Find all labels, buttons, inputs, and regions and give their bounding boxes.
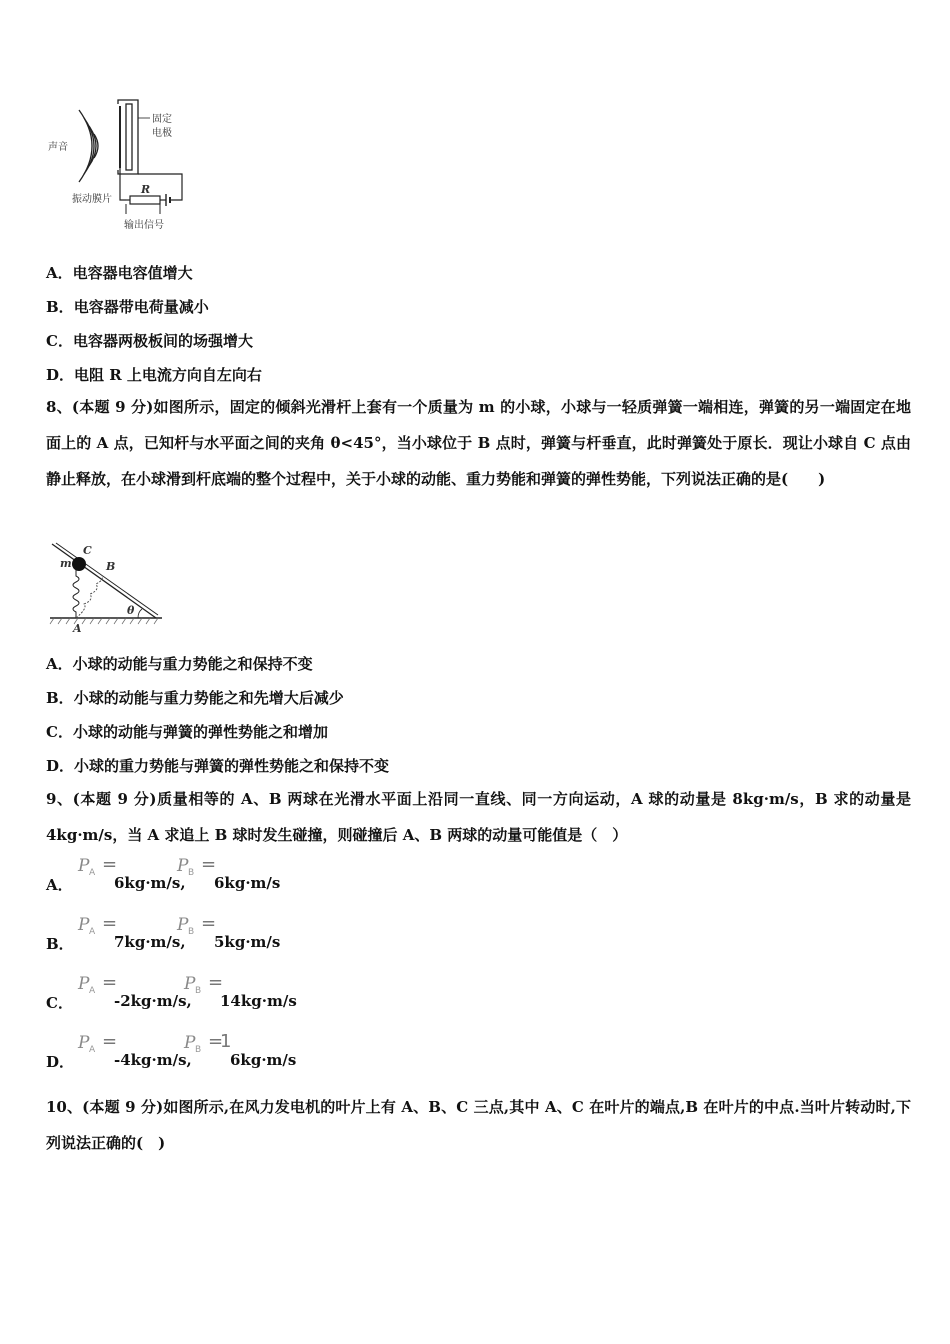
label-m: m: [60, 557, 72, 570]
microphone-circuit-figure: [46, 96, 206, 236]
label-b: B: [106, 560, 116, 573]
ball: [72, 557, 86, 571]
fixed-electrode-label-2: 电极: [152, 128, 172, 139]
q8-option-a[interactable]: A．小球的动能与重力势能之和保持不变: [46, 655, 313, 673]
fixed-electrode-label-1: 固定: [152, 114, 172, 125]
q10-question-text: 10、(本题 9 分)如图所示,在风力发电机的叶片上有 A、B、C 三点,其中 A、C 在叶片的端点,B 在叶片的中点.当叶片转动时,下列说法正确的( ): [46, 1098, 911, 1152]
q8-question-text: 8、(本题 9 分)如图所示，固定的倾斜光滑杆上套有一个质量为 m 的小球，小球与一轻质弹簧一端相连，弹簧的另一端固定在地面上的 A 点，已知杆与水平面之间的夹角 θ<45°，当小球位于 B 点时，弹簧与杆垂直，此时弹簧处于原长．现让小球自 C 点由静止释放，在小球滑到杆底端的整个过程中，关于小球的动能、重力势能和弹簧的弹性势能，下列说法正确的是( ): [46, 398, 911, 488]
q9-option-c[interactable]: C． P A = -2kg·m/s, P B = 14kg·m/s: [46, 972, 297, 1012]
q8-option-c[interactable]: C．小球的动能与弹簧的弹性势能之和增加: [46, 723, 328, 741]
q9-option-b[interactable]: B． P A = 7kg·m/s, P B = 5kg·m/s: [46, 913, 281, 953]
resistor: [130, 196, 160, 204]
q7-option-a[interactable]: A．电容器电容值增大: [46, 264, 193, 282]
q7-option-d[interactable]: D．电阻 R 上电流方向自左向右: [46, 366, 262, 384]
diaphragm-label: 振动膜片: [72, 194, 112, 205]
q9-option-a[interactable]: A． P A = 6kg·m/s, P B = 6kg·m/s: [46, 854, 281, 894]
q8-option-b[interactable]: B．小球的动能与重力势能之和先增大后减少: [46, 689, 344, 707]
label-c: C: [83, 544, 92, 557]
sound-label: 声音: [48, 142, 68, 153]
inclined-rod-figure: [46, 542, 166, 634]
sound-wave-icon: [79, 110, 98, 182]
label-a: A: [73, 622, 82, 634]
q7-option-c[interactable]: C．电容器两极板间的场强增大: [46, 332, 253, 350]
label-theta: θ: [127, 604, 135, 617]
q9-option-d[interactable]: D． P A = -4kg·m/s, P B = 1 6kg·m/s: [46, 1031, 297, 1071]
q7-option-b[interactable]: B．电容器带电荷量减小: [46, 298, 209, 316]
q9-question-text: 9、(本题 9 分)质量相等的 A、B 两球在光滑水平面上沿同一直线、同一方向运动，A 球的动量是 8kg·m/s，B 求的动量是 4kg·m/s，当 A 求追上 B 球时发生碰撞，则碰撞后 A、B 两球的动量可能值是（ ）: [46, 790, 911, 844]
q8-option-d[interactable]: D．小球的重力势能与弹簧的弹性势能之和保持不变: [46, 757, 390, 775]
output-signal-label: 输出信号: [124, 220, 164, 231]
resistor-label: R: [141, 183, 151, 196]
